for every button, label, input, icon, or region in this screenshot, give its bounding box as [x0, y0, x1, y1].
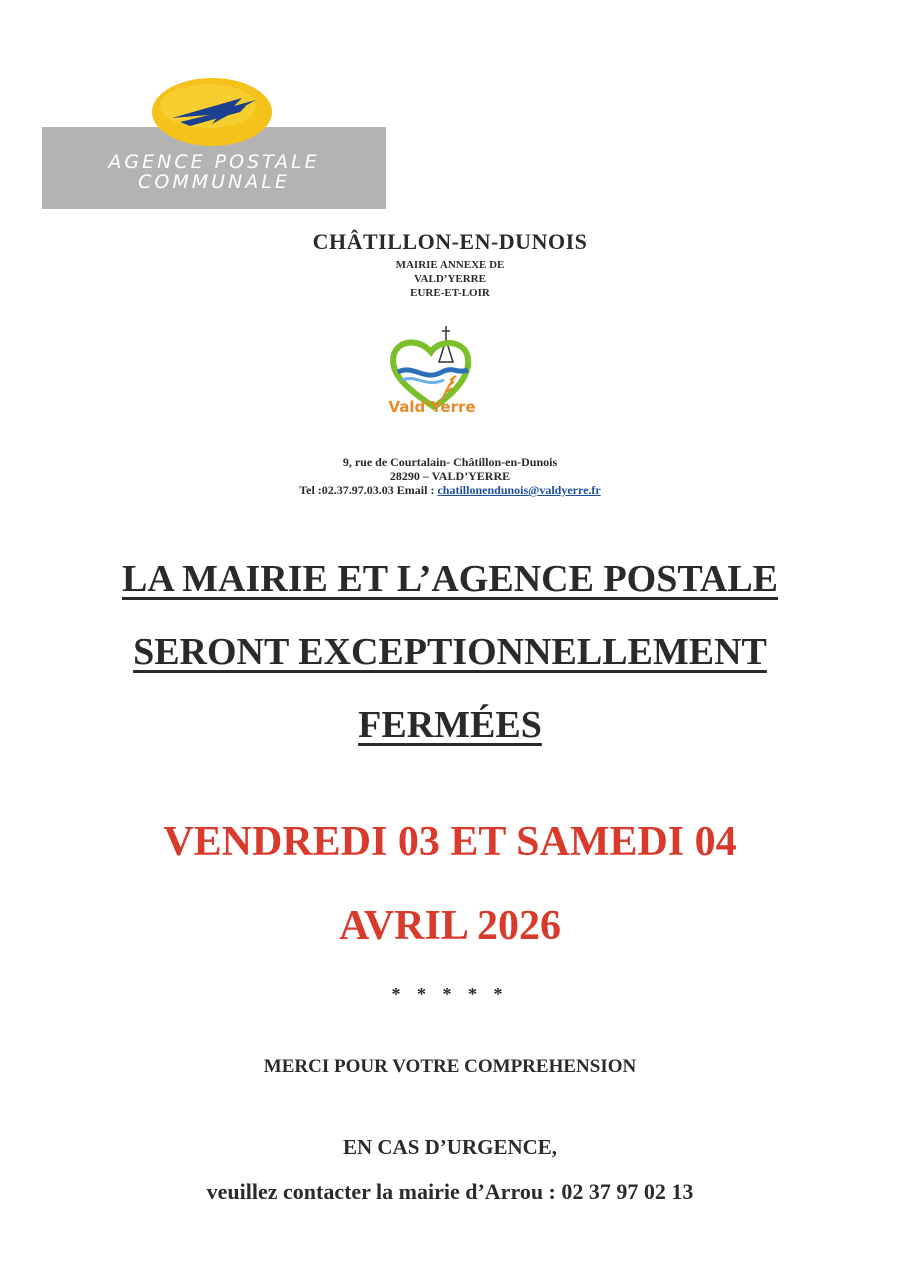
emergency-contact: veuillez contacter la mairie d’Arrou : 02 37 97 02 13	[206, 1179, 694, 1204]
town-name: CHÂTILLON-EN-DUNOIS	[312, 229, 588, 254]
contact-line	[0, 483, 900, 497]
valdyerre-logo-text: Vald’Yerre	[388, 398, 476, 416]
commune-label: VALD’YERRE	[414, 273, 486, 285]
closure-dates: VENDREDI 03 ET SAMEDI 04	[163, 819, 737, 865]
department-label: EURE-ET-LOIR	[410, 287, 490, 299]
separator-stars: * * * * *	[391, 984, 509, 1004]
mairie-annexe-label: MAIRIE ANNEXE DE	[395, 259, 505, 271]
notice-headline-line3: FERMÉES	[358, 704, 542, 746]
notice-headline-line1: LA MAIRIE ET L’AGENCE POSTALE	[121, 558, 779, 600]
notice-headline-line2: SERONT EXCEPTIONNELLEMENT	[133, 631, 767, 673]
city-address: 28290 – VALD’YERRE	[389, 469, 511, 483]
thanks-message: MERCI POUR VOTRE COMPREHENSION	[263, 1056, 637, 1077]
la-poste-bird-icon	[150, 76, 275, 148]
closure-month-year: AVRIL 2026	[338, 903, 562, 949]
logo-text-line2: COMMUNALE	[138, 171, 290, 193]
email-link[interactable]: chatillonendunois@valdyerre.fr	[437, 483, 601, 497]
street-address: 9, rue de Courtalain- Châtillon-en-Dunois	[342, 455, 558, 469]
emergency-heading: EN CAS D’URGENCE,	[342, 1135, 558, 1159]
phone-label: Tel :02.37.97.03.03 Email :	[299, 483, 438, 497]
logo-text-line1: AGENCE POSTALE	[108, 151, 320, 173]
